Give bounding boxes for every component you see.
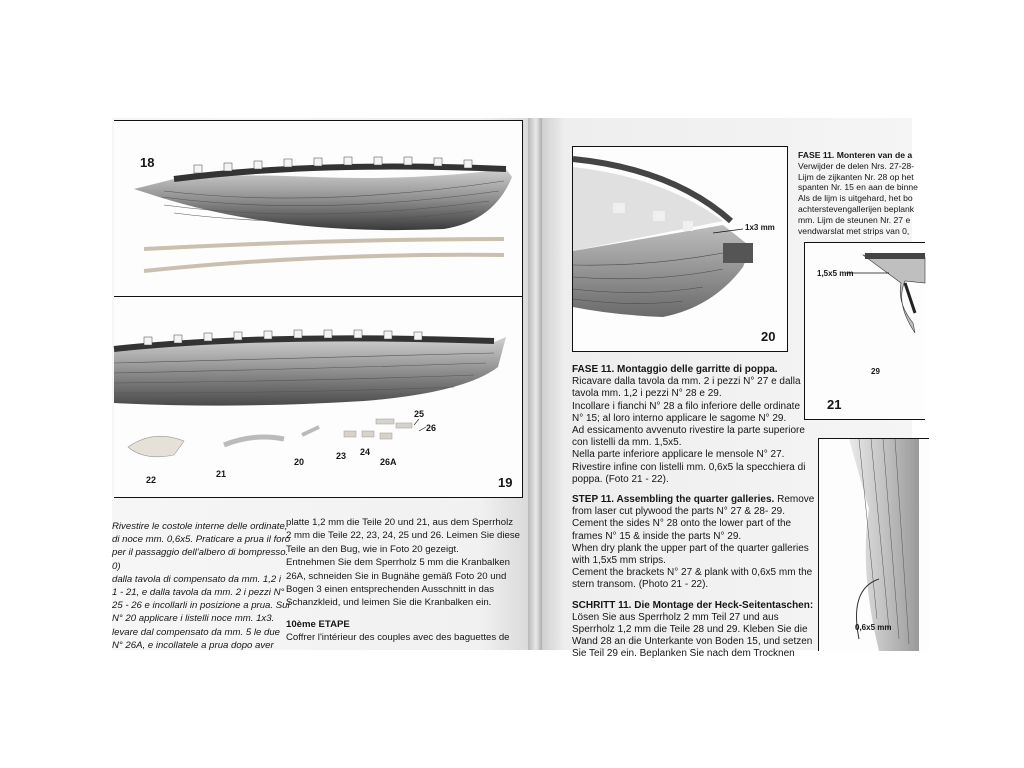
text-line: 26A, schneiden Sie in Bugnähe gemäß Foto 20 und: [286, 570, 507, 582]
text-line: N° 26A, e incollatele a prua dopo aver: [112, 639, 274, 651]
part-label-22: 22: [146, 475, 157, 485]
main-text-column: [572, 364, 815, 661]
german-text-column: [286, 516, 530, 645]
text-line: 25 - 26 e incollarli in posizione a prua. Sul: [112, 600, 290, 612]
dutch-text-column: [798, 150, 918, 236]
text-line: Cement the brackets N° 27 & plank with 0,6x5 mm the: [572, 567, 813, 579]
part-label-25: 25: [414, 409, 425, 419]
text-line: Teile an den Bug, wie in Foto 20 gezeigt.: [286, 543, 459, 555]
text-line: Verwijder de delen Nrs. 27-28-: [798, 160, 915, 171]
part-label-26: 26: [426, 423, 437, 433]
ship-hull-photo-18: [114, 121, 522, 301]
figure-22: [818, 438, 929, 651]
text-line: per il passaggio dell'albero di bompresso.: [112, 547, 289, 559]
figure-18-number: 18: [140, 155, 155, 170]
part-label-29: 29: [871, 367, 880, 376]
text-line: spanten Nr. 15 en aan de binne: [798, 182, 918, 193]
part-label-21: 21: [216, 469, 227, 479]
english-heading-line: [572, 494, 815, 506]
part-label-26a: 26A: [380, 457, 397, 467]
text-line: Lijm de zijkanten Nr. 28 op het: [798, 171, 914, 182]
figure-21: [804, 242, 925, 420]
text-line: 2 mm die Teile 22, 23, 24, 25 und 26. Leimen Sie diese: [286, 530, 520, 542]
figure-18: [114, 120, 523, 302]
german-heading: SCHRITT 11. Die Montage der Heck-Seitentaschen:: [572, 599, 814, 611]
text-line: When dry plank the upper part of the quarter galleries: [572, 542, 809, 554]
text-line: 0): [112, 560, 121, 572]
italian-text-column: [112, 520, 291, 652]
figure-20-number: 20: [761, 329, 776, 344]
text-line: Cement the sides N° 28 onto the lower part of the: [572, 518, 792, 530]
stern-photo-22: [819, 439, 929, 651]
french-heading: 10ème ETAPE: [286, 618, 350, 630]
text-line: with 1,5x5 mm strips.: [572, 555, 666, 567]
text-line: mm. Lijm de steunen Nr. 27 e: [798, 214, 911, 225]
dutch-heading: FASE 11. Monteren van de a: [798, 150, 913, 160]
text-line: N° 20 applicare i listelli noce mm. 1x3.: [112, 613, 275, 625]
text-line: achterstevengallerijen beplank: [798, 203, 915, 214]
text-line: Bogen 3 einen entsprechenden Ausschnitt in das: [286, 584, 495, 596]
part-label-23: 23: [336, 451, 347, 461]
text-line: levare dal compensato da mm. 5 le due: [112, 626, 280, 638]
text-line: N° 15; al loro interno applicare le sagome N° 29.: [572, 412, 787, 424]
stern-photo-20: [573, 147, 787, 351]
figure-19: [114, 296, 523, 498]
text-line: Schanzkleid, und leimen Sie die Kranbalken ein.: [286, 597, 492, 609]
part-label-20: 20: [294, 457, 305, 467]
italian-heading: FASE 11. Montaggio delle garritte di poppa.: [572, 364, 778, 375]
text-line: Als de lijm is uitgehard, het bo: [798, 193, 913, 204]
text-line: poppa. (Foto 21 - 22).: [572, 473, 669, 485]
text-line: di noce mm. 0,6x5. Praticare a prua il foro: [112, 534, 291, 546]
text-line: Incollare i fianchi N° 28 a filo inferiore delle ordinate: [572, 400, 801, 412]
text-line: tavola mm. 1,2 i pezzi N° 28 e 29.: [572, 388, 722, 400]
text-line: Entnehmen Sie dem Sperrholz 5 mm die Kranbalken: [286, 557, 510, 569]
figure-20: [572, 146, 788, 352]
text-line: Ad essicamento avvenuto rivestire la parte superiore: [572, 425, 805, 437]
text-line: stern transom. (Photo 21 - 22).: [572, 579, 709, 591]
text-line: 1 - 21, e dalla tavola da mm. 2 i pezzi N°: [112, 587, 285, 599]
left-page: [112, 118, 530, 650]
text-line: Coffrer l'intérieur des couples avec des baguettes de: [286, 632, 510, 644]
dimension-label-0-6x5: 0,6x5 mm: [855, 623, 892, 632]
text-line: Nella parte inferiore applicare le mensole N° 27.: [572, 449, 785, 461]
text-line: Rivestire infine con listelli mm. 0,6x5 la specchiera di: [572, 461, 806, 473]
text-line: dalla tavola di compensato da mm. 1,2 i: [112, 573, 282, 585]
text-line: platte 1,2 mm die Teile 20 und 21, aus dem Sperrholz: [286, 517, 514, 528]
part-label-24: 24: [360, 447, 371, 457]
english-heading: STEP 11. Assembling the quarter galleries.: [572, 494, 775, 506]
text-line: Wand 28 an die Unterkante von Boden 15, und setzen: [572, 636, 813, 648]
text-line: Sperrholz 1,2 mm die Teile 28 und 29. Kleben Sie die: [572, 624, 808, 636]
text-line: Sie Teil 29 ein. Beplanken Sie nach dem Trocknen: [572, 648, 795, 660]
figure-21-number: 21: [827, 397, 842, 412]
text-line: frames N° 15 & inside the parts N° 29.: [572, 530, 742, 542]
text-line: Rivestire le costole interne delle ordinate,: [112, 521, 288, 532]
text-line: con listelli da mm. 1,5x5.: [572, 437, 682, 449]
dimension-label-1-5x5: 1,5x5 mm: [817, 269, 854, 278]
text-line: Lösen Sie aus Sperrholz 2 mm Teil 27 und aus: [572, 611, 779, 623]
dimension-label-1x3: 1x3 mm: [745, 223, 775, 232]
english-heading-tail: Remove: [774, 494, 815, 506]
figure-19-number: 19: [498, 475, 513, 490]
right-page: [542, 118, 918, 660]
ship-hull-photo-19: [114, 297, 522, 497]
text-line: vendwarslat met strips van 0,: [798, 225, 910, 236]
text-line: Ricavare dalla tavola da mm. 2 i pezzi N° 27 e dalla: [572, 376, 801, 388]
text-line: from laser cut plywood the parts N° 27 & 28- 29.: [572, 506, 785, 518]
